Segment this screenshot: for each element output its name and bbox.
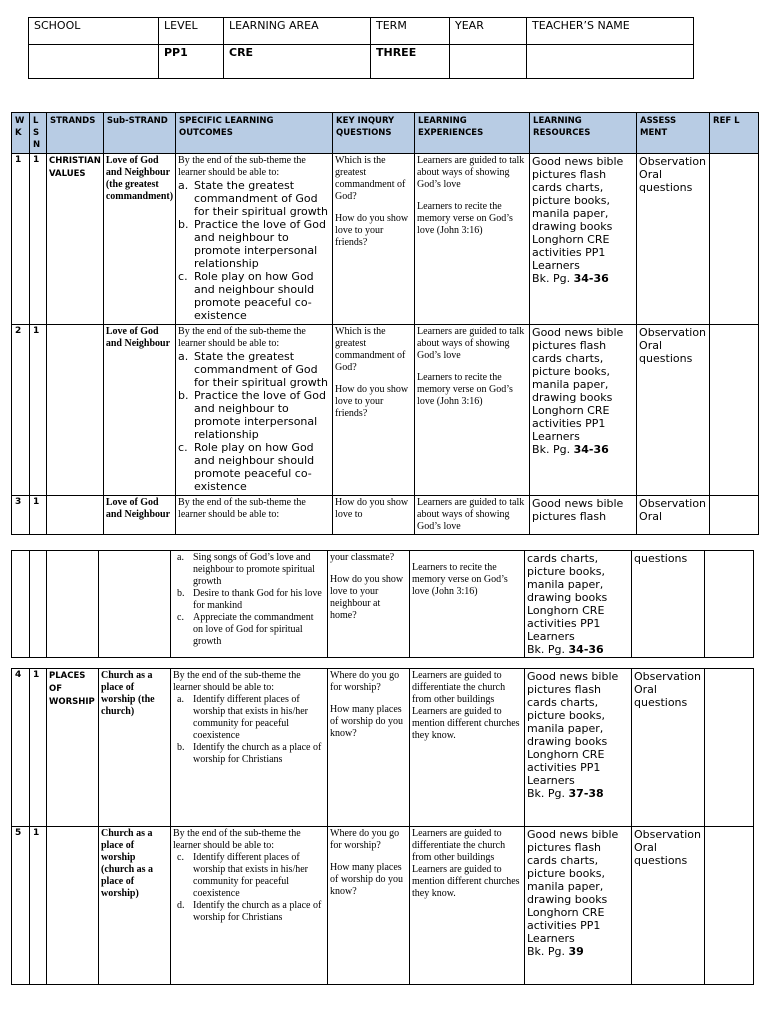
outcomes-cell [171, 551, 328, 658]
scheme-table-part2 [11, 668, 754, 985]
sub-strand-cell: Love of God and Neighbour [103, 496, 175, 535]
key-question: your classmate? [330, 552, 395, 563]
list-item: b. Practice the love of God and neighbour to promote interpersonal relationship [178, 218, 326, 270]
col-header-lsn: L S N [30, 113, 47, 154]
key-question: How do you show love to your friends? [335, 384, 409, 419]
outcomes-intro: By the end of the sub-theme the learner should be able to: [178, 326, 306, 349]
resources-text: Good news bible pictures flash cards charts, picture books, manila paper, drawing books Longhorn CRE activities PP1 Learners [532, 326, 624, 443]
header-table [28, 17, 694, 79]
reflection-cell [705, 827, 754, 985]
book-page-label: Bk. Pg. [527, 787, 566, 800]
reflection-cell [710, 325, 759, 496]
resources-text: Good news bible pictures flash cards charts, picture books, manila paper, drawing books Longhorn CRE activities PP1 Learners [532, 155, 624, 272]
header-value-level: PP1 [159, 45, 224, 79]
col-header-outcomes: SPECIFIC LEARNING OUTCOMES [176, 113, 333, 154]
outcomes-list [173, 694, 325, 766]
experiences-cell [410, 669, 525, 827]
header-value-teacher [527, 45, 694, 79]
col-header-sub-strand: Sub-STRAND [103, 113, 175, 154]
experience-item: Learners are guided to talk about ways of showing God’s love [417, 155, 525, 190]
week-cell: 4 [12, 669, 30, 827]
lesson-cell: 1 [30, 669, 47, 827]
scheme-table-part1 [11, 112, 759, 535]
book-page-number: 39 [568, 945, 584, 958]
list-item: c. Appreciate the commandment on love of God for spiritual growth [177, 612, 314, 647]
reflection-cell [710, 154, 759, 325]
experience-item: Learners are guided to mention different churches they know. [412, 864, 520, 899]
book-page-number: 34-36 [568, 643, 604, 656]
week-cell: 1 [12, 154, 30, 325]
header-label-learning-area: LEARNING AREA [224, 18, 371, 45]
assessment-cell: Observation Oral questions [632, 827, 705, 985]
key-questions-cell [328, 669, 410, 827]
strand-cell [47, 496, 104, 535]
assessment-cell: Observation Oral questions [637, 325, 710, 496]
key-question: How do you show love to your friends? [335, 213, 409, 248]
table-row [12, 325, 759, 496]
book-page-number: 37-38 [568, 787, 604, 800]
strand-cell [47, 551, 99, 658]
resources-text: Good news bible pictures flash cards charts, picture books, manila paper, drawing books Longhorn CRE activities PP1 Learners [527, 670, 619, 787]
book-page-label: Bk. Pg. [527, 643, 566, 656]
header-label-school: SCHOOL [29, 18, 159, 45]
week-cell: 5 [12, 827, 30, 985]
assessment-cell: Observation Oral questions [637, 154, 710, 325]
resources-cell [525, 827, 632, 985]
key-questions-cell [328, 551, 410, 658]
reflection-cell [710, 496, 759, 535]
sub-strand-cell: Church as a place of worship (the church) [99, 669, 171, 827]
list-item: a. State the greatest commandment of God for their spiritual growth [178, 179, 328, 218]
list-item: c. Role play on how God and neighbour should promote peaceful co-existence [178, 441, 315, 493]
key-question: Where do you go for worship? [330, 828, 400, 851]
outcomes-intro: By the end of the sub-theme the learner should be able to: [173, 828, 301, 851]
header-value-school [29, 45, 159, 79]
experience-item: Learners to recite the memory verse on God’s love (John 3:16) [412, 562, 508, 597]
header-label-year: YEAR [450, 18, 527, 45]
assessment-cell: questions [632, 551, 705, 658]
lesson-cell [30, 551, 47, 658]
table-row [12, 669, 754, 827]
strand-cell: CHRISTIAN VALUES [47, 154, 104, 325]
outcomes-intro: By the end of the sub-theme the learner should be able to: [176, 496, 333, 535]
week-cell [12, 551, 30, 658]
experiences-cell [410, 551, 525, 658]
outcomes-list [178, 179, 330, 322]
strand-cell: PLACES OF WORSHIP [47, 669, 99, 827]
assessment-cell: Observation Oral questions [632, 669, 705, 827]
col-header-assessment: ASSESS MENT [637, 113, 710, 154]
table-row [12, 551, 754, 658]
outcomes-list [173, 852, 325, 924]
key-question: How do you show love to [333, 496, 415, 535]
col-header-wk: W K [12, 113, 30, 154]
outcomes-cell [171, 827, 328, 985]
list-item: d. Identify the church as a place of worship for Christians [177, 900, 322, 923]
strand-cell [47, 325, 104, 496]
resources-text: cards charts, picture books, manila paper, drawing books Longhorn CRE activities PP1 Learners [527, 552, 608, 643]
key-question: Which is the greatest commandment of God? [335, 326, 406, 373]
experience-item: Learners are guided to talk about ways of showing God’s love [415, 496, 530, 535]
table-row [12, 154, 759, 325]
header-label-teacher: TEACHER’S NAME [527, 18, 694, 45]
outcomes-intro: By the end of the sub-theme the learner should be able to: [178, 155, 306, 178]
header-value-year [450, 45, 527, 79]
resources-text: Good news bible pictures flash [530, 496, 637, 535]
list-item: b. Practice the love of God and neighbour to promote interpersonal relationship [178, 389, 326, 441]
experience-item: Learners are guided to differentiate the church from other buildings [412, 828, 506, 863]
header-label-term: TERM [371, 18, 450, 45]
outcomes-intro: By the end of the sub-theme the learner should be able to: [173, 670, 301, 693]
list-item: c. Identify different places of worship that exists in his/her community for peaceful coexistence [177, 852, 308, 899]
col-header-strands: STRANDS [47, 113, 104, 154]
outcomes-cell [176, 154, 333, 325]
sub-strand-cell [99, 551, 171, 658]
book-page-label: Bk. Pg. [527, 945, 566, 958]
strand-cell [47, 827, 99, 985]
experience-item: Learners are guided to talk about ways of showing God’s love [417, 326, 525, 361]
lesson-cell: 1 [30, 325, 47, 496]
book-page-number: 34-36 [573, 443, 609, 456]
key-question: Which is the greatest commandment of God? [335, 155, 406, 202]
col-header-key-questions: KEY INQURY QUESTIONS [333, 113, 415, 154]
list-item: a. State the greatest commandment of God for their spiritual growth [178, 350, 328, 389]
experience-item: Learners are guided to differentiate the church from other buildings [412, 670, 506, 705]
header-value-term: THREE [371, 45, 450, 79]
header-label-level: LEVEL [159, 18, 224, 45]
list-item: a. Identify different places of worship that exists in his/her community for peaceful coexistence [177, 694, 308, 741]
resources-cell [530, 325, 637, 496]
list-item: a. Sing songs of God’s love and neighbour to promote spiritual growth [177, 552, 315, 587]
col-header-resources: LEARNING RESOURCES [530, 113, 637, 154]
week-cell: 2 [12, 325, 30, 496]
reflection-cell [705, 669, 754, 827]
key-questions-cell [328, 827, 410, 985]
key-question: How do you show love to your neighbour at home? [330, 574, 404, 621]
col-header-reflection: REF L [710, 113, 759, 154]
col-header-experiences: LEARNING EXPERIENCES [415, 113, 530, 154]
experiences-cell [415, 154, 530, 325]
experience-item: Learners are guided to mention different churches they know. [412, 706, 520, 741]
lesson-cell: 1 [30, 496, 47, 535]
experiences-cell [410, 827, 525, 985]
resources-text: Good news bible pictures flash cards charts, picture books, manila paper, drawing books Longhorn CRE activities PP1 Learners [527, 828, 619, 945]
scheme-table-continuation [11, 550, 754, 658]
list-item: c. Role play on how God and neighbour should promote peaceful co-existence [178, 270, 315, 322]
reflection-cell [705, 551, 754, 658]
experience-item: Learners to recite the memory verse on God’s love (John 3:16) [417, 372, 513, 407]
book-page-number: 34-36 [573, 272, 609, 285]
experience-item: Learners to recite the memory verse on God’s love (John 3:16) [417, 201, 513, 236]
assessment-cell: Observation Oral [637, 496, 710, 535]
resources-cell [525, 551, 632, 658]
sub-strand-cell: Love of God and Neighbour (the greatest commandment) [103, 154, 175, 325]
outcomes-list [173, 552, 325, 648]
header-value-learning-area: CRE [224, 45, 371, 79]
resources-cell [530, 154, 637, 325]
resources-cell [525, 669, 632, 827]
book-page-label: Bk. Pg. [532, 272, 571, 285]
table-row [12, 496, 759, 535]
experiences-cell [415, 325, 530, 496]
list-item: b. Desire to thank God for his love for mankind [177, 588, 322, 611]
lesson-cell: 1 [30, 827, 47, 985]
week-cell: 3 [12, 496, 30, 535]
table-row [12, 827, 754, 985]
outcomes-list [178, 350, 330, 493]
key-question: How many places of worship do you know? [330, 704, 404, 739]
key-questions-cell [333, 154, 415, 325]
outcomes-cell [176, 325, 333, 496]
key-question: How many places of worship do you know? [330, 862, 404, 897]
book-page-label: Bk. Pg. [532, 443, 571, 456]
sub-strand-cell: Love of God and Neighbour [103, 325, 175, 496]
outcomes-cell [171, 669, 328, 827]
lesson-cell: 1 [30, 154, 47, 325]
key-question: Where do you go for worship? [330, 670, 400, 693]
list-item: b. Identify the church as a place of worship for Christians [177, 742, 322, 765]
sub-strand-cell: Church as a place of worship (church as a place of worship) [99, 827, 171, 985]
column-header-row [12, 113, 759, 154]
key-questions-cell [333, 325, 415, 496]
